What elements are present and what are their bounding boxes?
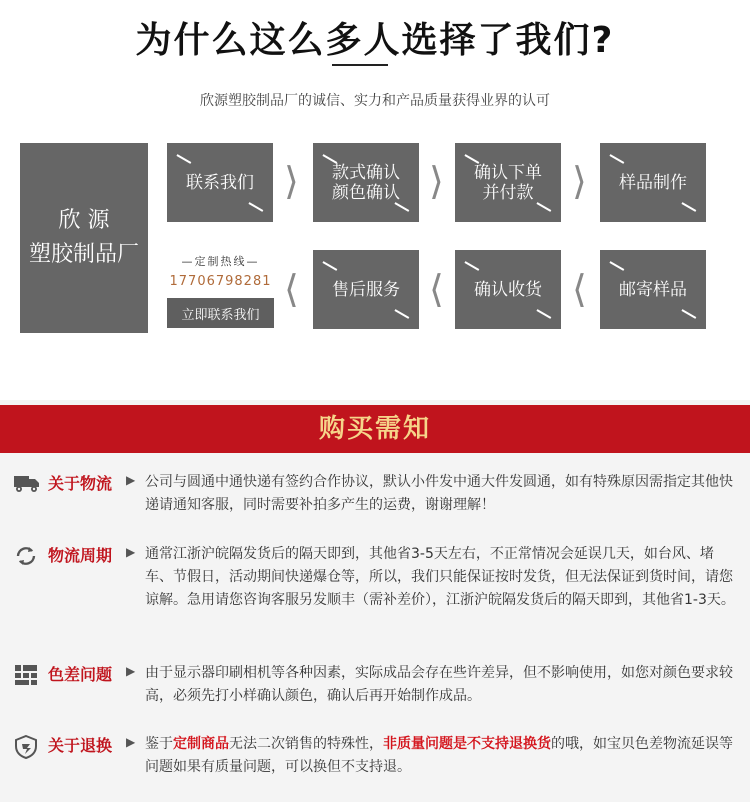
step-label: 款式确认: [332, 162, 400, 183]
step-confirm-receipt[interactable]: [455, 250, 561, 329]
corner-slash: [537, 202, 552, 211]
chevron-right-icon: ⟩: [572, 159, 587, 203]
triangle-right-icon: ▶: [126, 664, 136, 678]
chevron-left-icon: ⟨: [429, 267, 444, 311]
notice-text: 公司与圆通中通快递有签约合作协议，默认小件发中通大件发圆通，如有特殊原因需指定其他快递请通知客服，同时需要补拍多产生的运费，谢谢理解！: [145, 474, 733, 513]
hotline-block: [167, 250, 274, 328]
notice-text: 通常江浙沪皖隔发货后的隔天即到，其他省3-5天左右，不正常情况会延误几天，如台风、堵车、节假日，活动期间快递爆仓等，所以，我们只能保证按时发货，但无法保证到货时间，请您谅解。急用请您咨询客服另发顺丰（需补差价），江浙沪皖隔发货后的隔天即到，其他省1-3天。: [145, 546, 735, 608]
notice-highlight: 非质量问题是不支持退换货: [383, 736, 551, 752]
shield-icon: [14, 735, 38, 757]
hotline-label: —定制热线—: [181, 255, 260, 268]
corner-slash: [395, 309, 410, 318]
step-label: 售后服务: [332, 279, 400, 300]
corner-slash: [177, 154, 192, 163]
step-label: 确认收货: [474, 279, 542, 300]
corner-slash: [323, 154, 338, 163]
step-label: 邮寄样品: [619, 279, 687, 300]
step-label: 样品制作: [619, 172, 687, 193]
step-label: 确认下单: [474, 162, 542, 183]
step-sample-making[interactable]: [600, 143, 706, 222]
triangle-right-icon: ▶: [126, 545, 136, 559]
refresh-cycle-icon: [14, 545, 38, 567]
notice-text: 由于显示器印刷相机等各种因素，实际成品会存在些许差异，但不影响使用，如您对颜色要求较高，必须先打小样确认颜色，确认后再开始制作成品。: [145, 665, 733, 704]
notice-text-part: 鉴于: [145, 736, 173, 752]
corner-slash: [682, 309, 697, 318]
process-section: [0, 0, 750, 400]
step-label: 联系我们: [186, 172, 254, 193]
page-subtitle: 欣源塑胶制品厂的诚信、实力和产品质量获得业界的认可: [200, 93, 550, 109]
corner-slash: [395, 202, 410, 211]
contact-now-button[interactable]: 立即联系我们: [167, 298, 274, 328]
corner-slash: [465, 154, 480, 163]
step-mail-samples[interactable]: [600, 250, 706, 329]
corner-slash: [537, 309, 552, 318]
purchase-notice-section: [0, 400, 750, 802]
step-after-sales[interactable]: [313, 250, 419, 329]
chevron-left-icon: ⟨: [572, 267, 587, 311]
corner-slash: [323, 261, 338, 270]
chevron-right-icon: ⟩: [429, 159, 444, 203]
page-title: 为什么这么多人选择了我们?: [135, 20, 615, 61]
corner-slash: [682, 202, 697, 211]
step-style-color-confirm[interactable]: [313, 143, 419, 222]
brand-name-line1: 欣 源: [58, 208, 110, 233]
notice-title: 购买需知: [0, 405, 750, 453]
notice-text: [145, 733, 735, 779]
corner-slash: [249, 202, 264, 211]
corner-slash: [465, 261, 480, 270]
hotline-phone[interactable]: 17706798281: [169, 274, 272, 289]
notice-label: 色差问题: [48, 665, 113, 684]
step-label-2: 颜色确认: [332, 182, 400, 203]
triangle-right-icon: ▶: [126, 473, 136, 487]
title-underline: [332, 64, 388, 66]
chevron-left-icon: ⟨: [284, 267, 299, 311]
color-bars-icon: [14, 664, 38, 686]
truck-icon: [14, 473, 38, 495]
notice-label: 物流周期: [48, 546, 113, 565]
step-contact-us[interactable]: [167, 143, 273, 222]
notice-label: 关于物流: [48, 474, 113, 493]
step-order-pay[interactable]: [455, 143, 561, 222]
notice-highlight: 定制商品: [173, 736, 229, 752]
step-label-2: 并付款: [482, 182, 534, 203]
corner-slash: [610, 154, 625, 163]
notice-text-part: 的哦，如宝贝色差物流延误等问题如果有质量问题，可以换但不支持退。: [145, 736, 733, 775]
notice-label: 关于退换: [48, 736, 113, 755]
triangle-right-icon: ▶: [126, 735, 136, 749]
chevron-right-icon: ⟩: [284, 159, 299, 203]
brand-block: [20, 143, 148, 333]
notice-text-part: 无法二次销售的特殊性，: [229, 736, 383, 752]
corner-slash: [610, 261, 625, 270]
brand-name-line2: 塑胶制品厂: [28, 242, 139, 267]
